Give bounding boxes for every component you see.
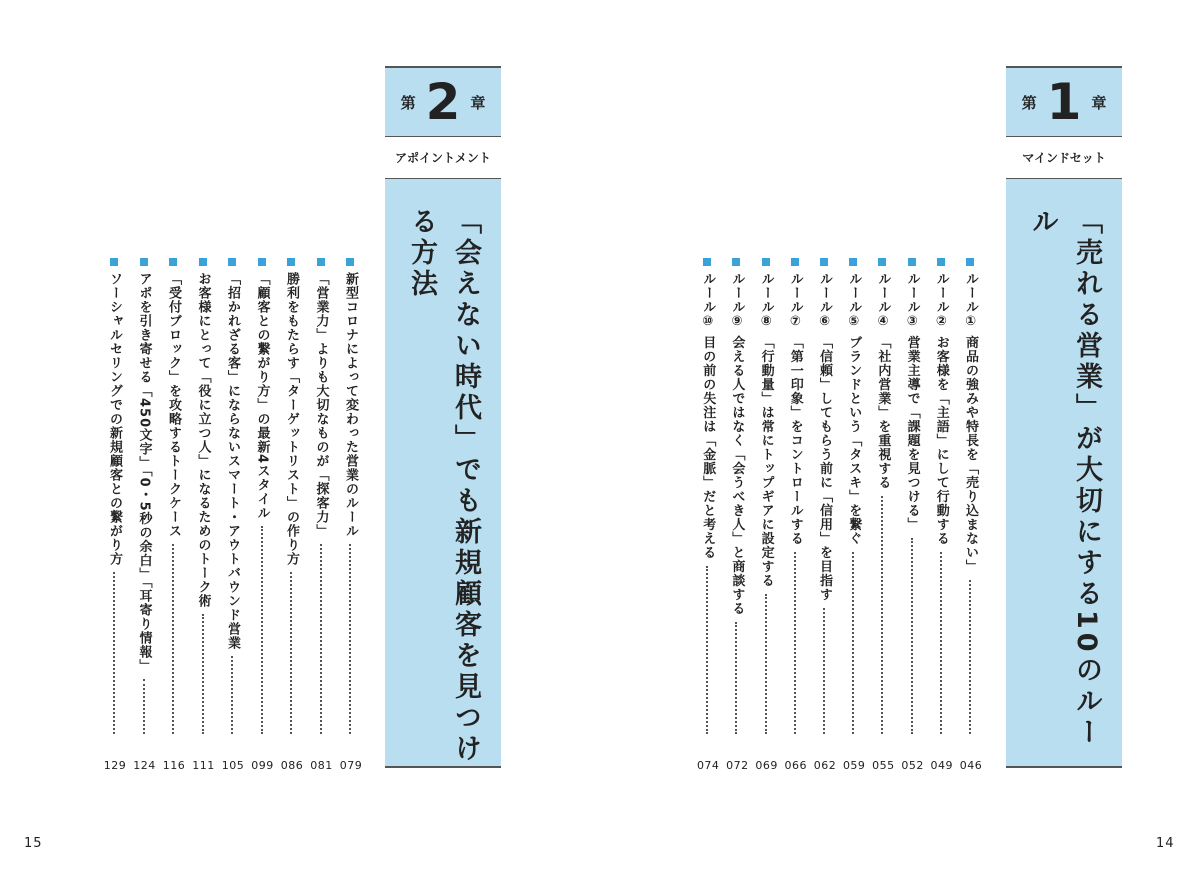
toc-entry-title: ルール⑥ 「信頼」してもらう前に「信用」を目指す	[817, 272, 832, 602]
chapter-1-heading	[1006, 66, 1122, 136]
toc-entry[interactable]	[134, 258, 156, 772]
chapter-1-title-box	[1006, 178, 1122, 768]
dot-leader	[765, 594, 767, 734]
toc-entry-page: 072	[726, 759, 749, 772]
toc-entry[interactable]	[843, 258, 865, 772]
chapter-2-subtitle: アポイントメント	[385, 136, 501, 178]
toc-entry[interactable]	[222, 258, 244, 772]
toc-entry[interactable]	[104, 258, 126, 772]
bullet-square-icon	[258, 258, 266, 266]
toc-entry-page: 049	[930, 759, 954, 772]
toc-entry-title: 勝利をもたらす「ターゲットリスト」の作り方	[284, 272, 299, 566]
bullet-square-icon	[820, 258, 828, 266]
chapter-1-sho: 章	[1091, 93, 1107, 112]
chapter-2-title-box	[385, 178, 501, 768]
toc-entry-title: 「招かれざる客」にならないスマート・アウトバウンド営業	[225, 272, 240, 650]
toc-entry-page: 062	[813, 759, 837, 772]
toc-entry[interactable]	[697, 258, 719, 772]
dot-leader	[706, 566, 708, 734]
dot-leader	[881, 496, 883, 734]
toc-entry[interactable]	[311, 258, 333, 772]
bullet-square-icon	[228, 258, 236, 266]
toc-entry-title: ルール⑩ 目の前の失注は「金脈」だと考える	[700, 272, 716, 560]
toc-entry-page: 086	[280, 759, 304, 772]
chapter-2-sho: 章	[470, 93, 486, 112]
toc-entry-page: 111	[192, 759, 215, 772]
toc-entry-page: 046	[959, 759, 983, 772]
bullet-square-icon	[140, 258, 148, 266]
toc-entry-title: ルール⑨ 会える人ではなく「会うべき人」と商談する	[729, 272, 745, 616]
toc-entry[interactable]	[960, 258, 982, 772]
toc-entry-page: 116	[162, 759, 186, 772]
toc-entry[interactable]	[193, 258, 215, 772]
page-number-right: 14	[1156, 836, 1175, 851]
toc-entry-page: 059	[842, 759, 866, 772]
bullet-square-icon	[703, 258, 711, 266]
dot-leader	[823, 608, 825, 734]
toc-entry-title: 新型コロナによって変わった営業のルール	[343, 272, 358, 538]
dot-leader	[940, 552, 942, 734]
toc-entry-title: ルール⑦ 「第一印象」をコントロールする	[787, 272, 803, 546]
toc-entry-title: お客様にとって「役に立つ人」になるためのトーク術	[195, 272, 211, 608]
toc-entry[interactable]	[902, 258, 924, 772]
toc-entry-title: 「受付ブロック」を攻略するトークケース	[166, 272, 181, 538]
bullet-square-icon	[966, 258, 974, 266]
toc-entry-title: ルール⑤ ブランドという「タスキ」を繋ぐ	[846, 272, 862, 546]
toc-entry-page: 074	[696, 759, 720, 772]
toc-entry[interactable]	[872, 258, 894, 772]
bullet-square-icon	[878, 258, 886, 266]
dot-leader	[290, 572, 292, 734]
dot-leader	[911, 538, 913, 734]
bullet-square-icon	[346, 258, 354, 266]
dot-leader	[202, 614, 204, 734]
toc-entry-title: 「営業力」よりも大切なものが「探客力」	[313, 272, 329, 538]
bullet-square-icon	[908, 258, 916, 266]
toc-entry-page: 081	[310, 759, 333, 772]
bullet-square-icon	[169, 258, 177, 266]
bullet-square-icon	[199, 258, 207, 266]
toc-entry[interactable]	[252, 258, 274, 772]
chapter-1-subtitle: マインドセット	[1006, 136, 1122, 178]
toc-entry[interactable]	[726, 258, 748, 772]
dot-leader	[735, 622, 737, 734]
dot-leader	[969, 580, 971, 734]
dot-leader	[113, 572, 115, 734]
toc-entry[interactable]	[931, 258, 953, 772]
bullet-square-icon	[762, 258, 770, 266]
toc-entry-page: 079	[339, 759, 363, 772]
dot-leader	[231, 656, 233, 734]
dot-leader	[172, 544, 174, 734]
toc-entry[interactable]	[785, 258, 807, 772]
toc-entry[interactable]	[814, 258, 836, 772]
toc-entry-title: ルール③ 営業主導で「課題を見つける」	[904, 272, 920, 532]
chapter-2-number: 2	[425, 73, 461, 131]
chapter-1-block	[1006, 66, 1122, 768]
dot-leader	[349, 544, 351, 734]
toc-entry-page: 099	[251, 759, 274, 772]
dot-leader	[852, 552, 854, 734]
page-number-left: 15	[24, 836, 43, 851]
bullet-square-icon	[937, 258, 945, 266]
bullet-square-icon	[791, 258, 799, 266]
toc-entry-title: ルール② お客様を「主語」にして行動する	[933, 272, 949, 546]
toc-entry-page: 052	[901, 759, 924, 772]
chapter-2-dai: 第	[400, 93, 416, 112]
toc-entry[interactable]	[163, 258, 185, 772]
dot-leader	[794, 552, 796, 734]
toc-entry-page: 055	[872, 759, 895, 772]
bullet-square-icon	[849, 258, 857, 266]
chapter-2-title: 「会えない時代」でも新規顧客を見つける方法	[406, 207, 481, 765]
toc-entry-title: ルール① 商品の強みや特長を「売り込まない」	[963, 272, 978, 574]
toc-entry-page: 066	[784, 759, 808, 772]
bullet-square-icon	[110, 258, 118, 266]
chapter-1-number: 1	[1046, 73, 1082, 131]
toc-entry-page: 124	[133, 759, 156, 772]
dot-leader	[320, 544, 322, 734]
chapter-2-heading	[385, 66, 501, 136]
chapter-1-title: 「売れる営業」が大切にする10のルール	[1027, 207, 1102, 749]
chapter-2-block	[385, 66, 501, 768]
dot-leader	[143, 679, 145, 734]
toc-entry-page: 105	[221, 759, 245, 772]
bullet-square-icon	[732, 258, 740, 266]
toc-entry-page: 129	[103, 759, 127, 772]
bullet-square-icon	[287, 258, 295, 266]
toc-entry-title: ルール⑧ 「行動量」は常にトップギアに設定する	[758, 272, 774, 588]
toc-entry-title: ソーシャルセリングでの新規顧客との繋がり方	[107, 272, 122, 566]
toc-entry[interactable]	[340, 258, 362, 772]
bullet-square-icon	[317, 258, 325, 266]
toc-entry[interactable]	[756, 258, 778, 772]
toc-entry-title: ルール④ 「社内営業」を重視する	[875, 272, 891, 490]
toc-entry-title: 「顧客との繋がり方」の最新4スタイル	[254, 272, 270, 521]
dot-leader	[261, 526, 263, 734]
chapter-1-dai: 第	[1021, 93, 1037, 112]
toc-entry[interactable]	[281, 258, 303, 772]
toc-entry-page: 069	[755, 759, 778, 772]
toc-entry-title: アポを引き寄せる「450文字」「0・5秒の余白」「耳寄り情報」	[136, 272, 152, 674]
